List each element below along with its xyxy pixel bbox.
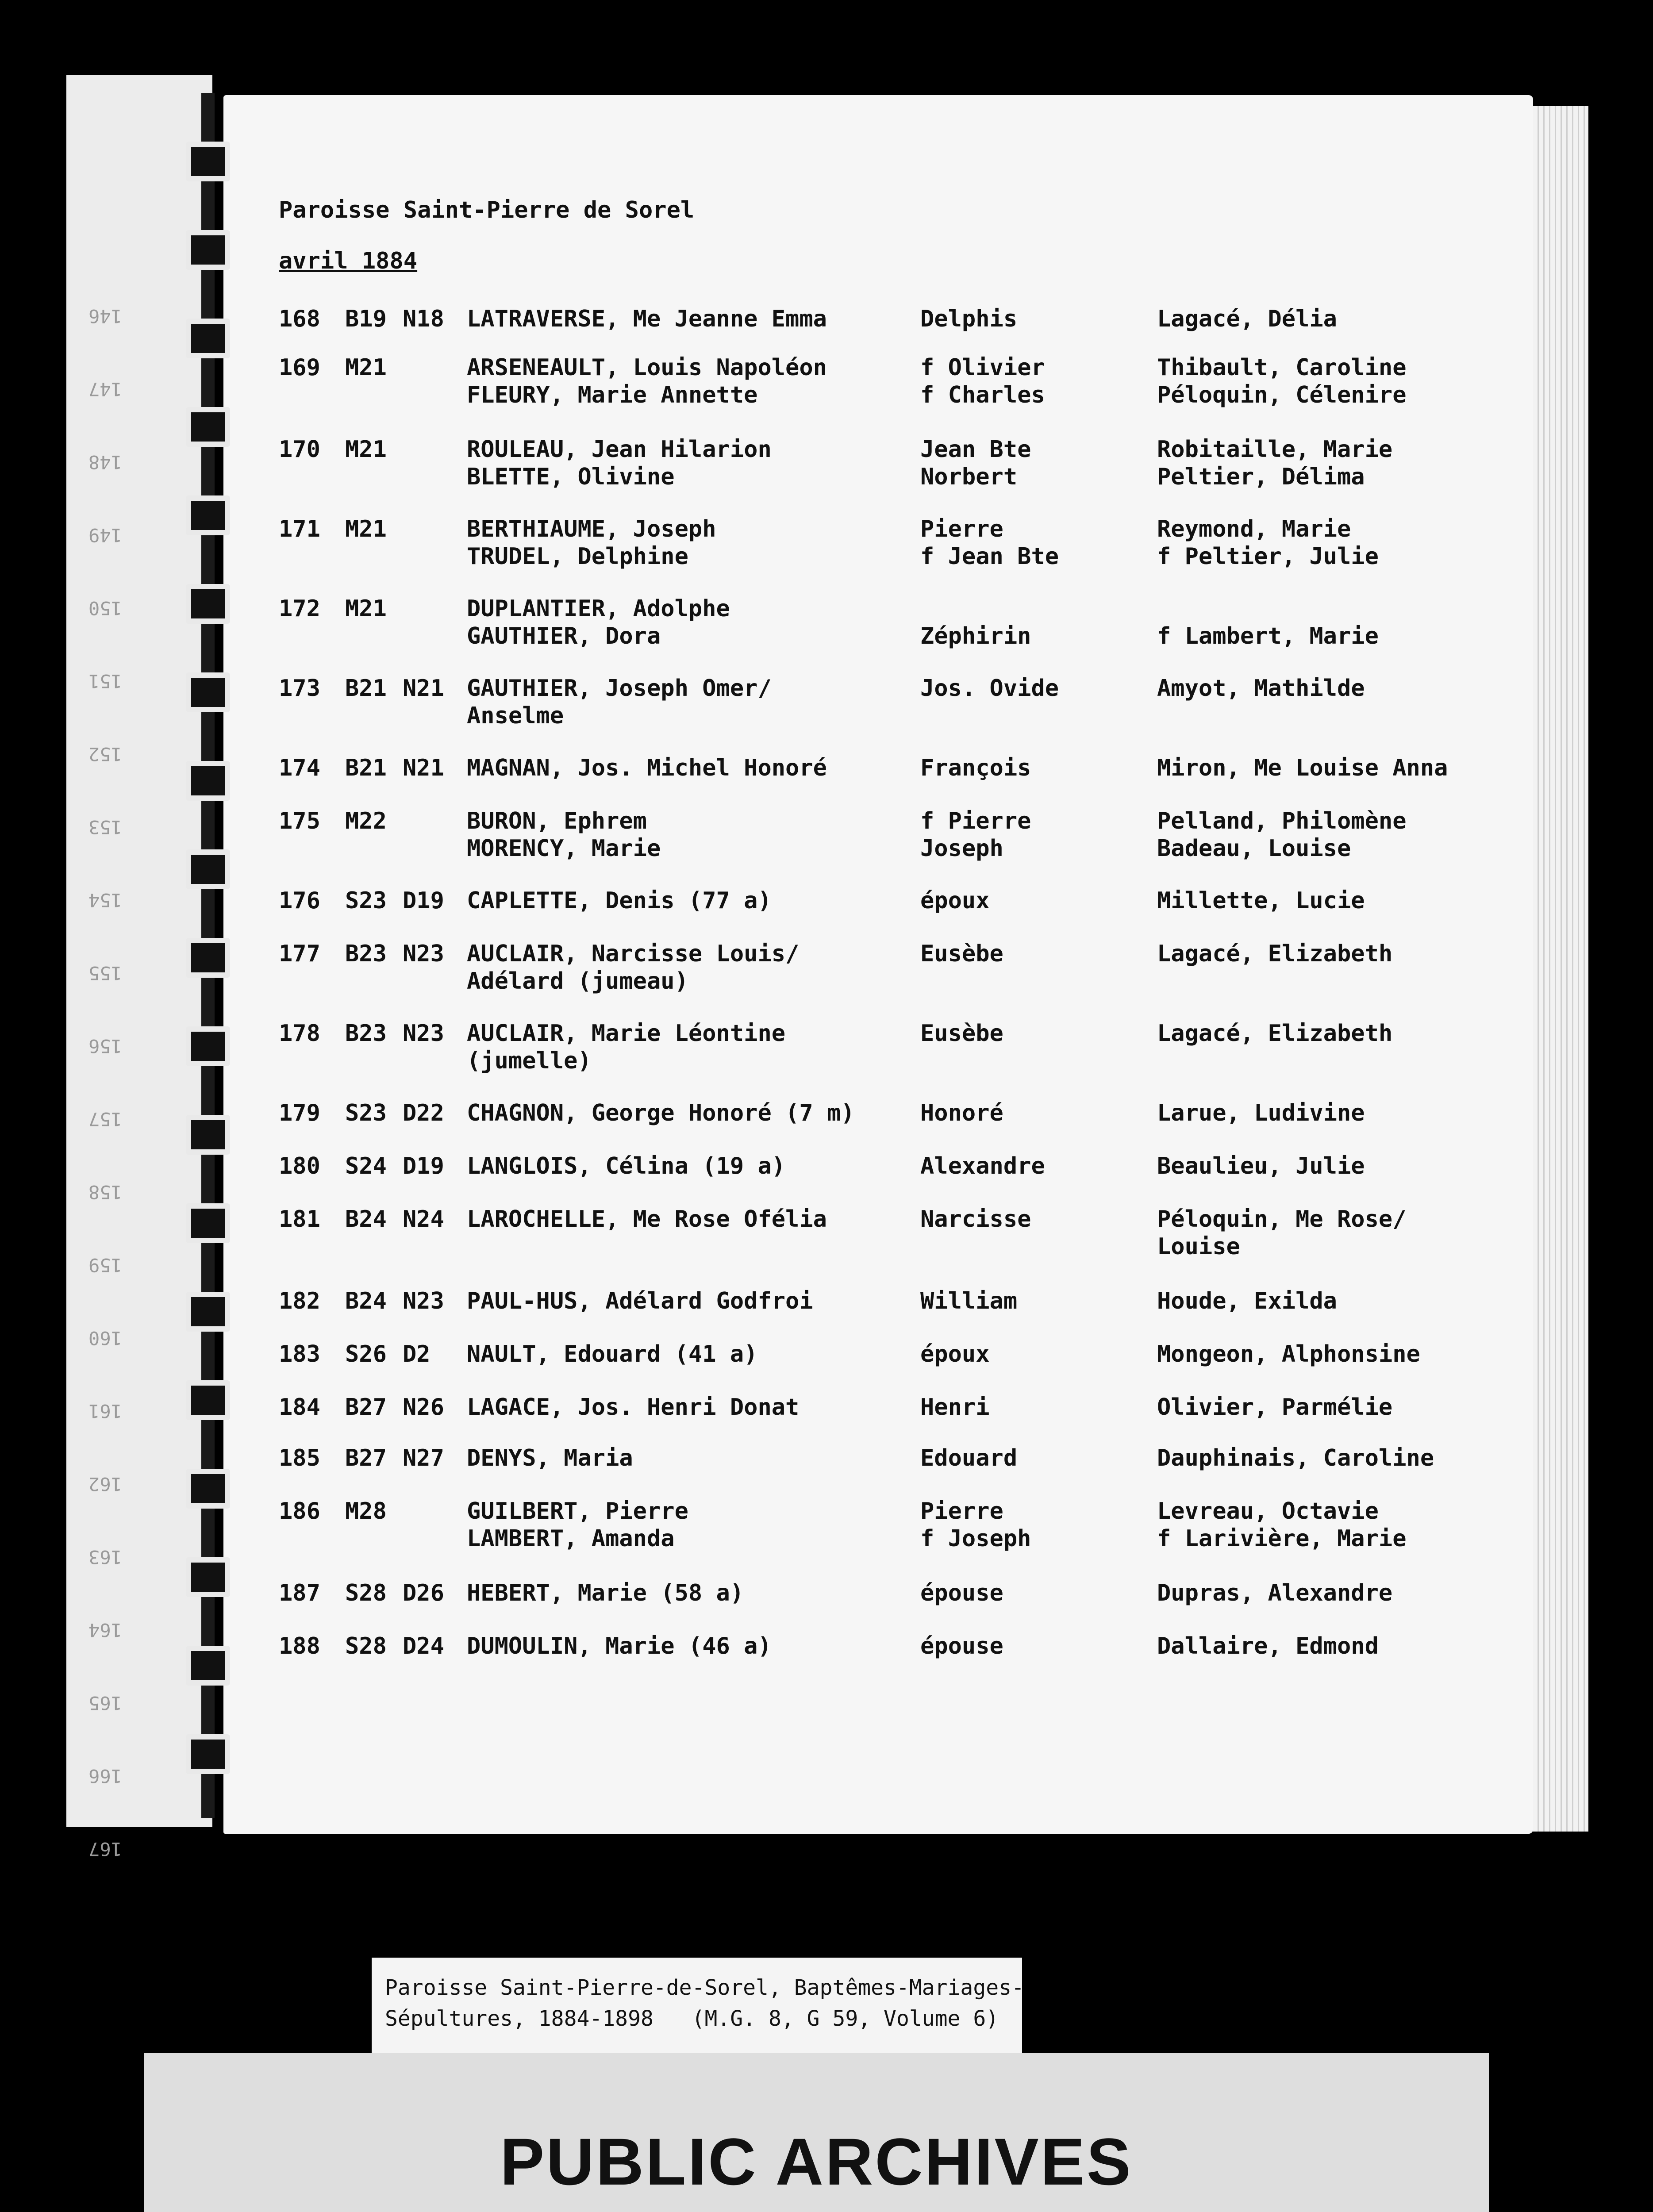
person-name: BERTHIAUME, Joseph TRUDEL, Delphine (467, 516, 716, 570)
public-archives-panel (144, 2053, 1489, 2212)
entry-number: 170 (279, 436, 320, 463)
father-name: Zéphirin (920, 623, 1031, 649)
bleed-number: 160 (88, 1327, 122, 1349)
person-name: MAGNAN, Jos. Michel Honoré (467, 755, 827, 781)
binding-ring (186, 1292, 230, 1332)
act-code: B27 (345, 1394, 387, 1421)
entry-number: 183 (279, 1341, 320, 1367)
entry-number: 168 (279, 306, 320, 332)
act-code: M21 (345, 595, 387, 622)
person-name: BURON, Ephrem MORENCY, Marie (467, 808, 661, 862)
event-date-code: N24 (403, 1206, 444, 1233)
person-name: ARSENEAULT, Louis Napoléon FLEURY, Marie Annette (467, 354, 827, 408)
entry-number: 186 (279, 1498, 320, 1525)
act-code: M21 (345, 354, 387, 381)
entry-number: 173 (279, 675, 320, 702)
person-name: LAGACE, Jos. Henri Donat (467, 1394, 800, 1421)
binding-ring (186, 142, 230, 181)
binding-ring (186, 1646, 230, 1686)
entry-number: 185 (279, 1445, 320, 1471)
person-name: PAUL-HUS, Adélard Godfroi (467, 1288, 813, 1314)
act-code: M21 (345, 436, 387, 463)
father-name: épouse (920, 1580, 1003, 1606)
entry-number: 182 (279, 1288, 320, 1314)
act-code: S28 (345, 1633, 387, 1659)
father-name: Edouard (920, 1445, 1018, 1471)
binding-ring (186, 1380, 230, 1420)
bleed-number: 167 (88, 1838, 122, 1860)
bleed-number: 154 (88, 889, 122, 911)
event-date-code: N23 (403, 941, 444, 967)
mother-name: Lagacé, Délia (1157, 306, 1337, 332)
event-date-code: D24 (403, 1633, 444, 1659)
entry-number: 172 (279, 595, 320, 622)
father-name: époux (920, 1341, 990, 1367)
act-code: S23 (345, 887, 387, 914)
entry-number: 187 (279, 1580, 320, 1606)
father-name: Narcisse (920, 1206, 1031, 1233)
bleed-number: 159 (88, 1254, 122, 1276)
bleed-number: 147 (88, 378, 122, 400)
binding-ring (186, 1734, 230, 1774)
mother-name: Miron, Me Louise Anna (1157, 755, 1448, 781)
bleed-number: 163 (88, 1546, 122, 1568)
person-name: CHAGNON, George Honoré (7 m) (467, 1100, 855, 1126)
bleed-number: 146 (88, 305, 122, 327)
entry-number: 175 (279, 808, 320, 834)
bleed-number: 158 (88, 1181, 122, 1203)
act-code: M28 (345, 1498, 387, 1525)
mother-name: f Lambert, Marie (1157, 623, 1379, 649)
act-code: M22 (345, 808, 387, 834)
event-date-code: D19 (403, 1153, 444, 1179)
father-name: Pierre f Joseph (920, 1498, 1031, 1552)
father-name: f Olivier f Charles (920, 354, 1045, 408)
bleed-number: 149 (88, 524, 122, 546)
entry-number: 169 (279, 354, 320, 381)
act-code: B21 (345, 755, 387, 781)
act-code: B23 (345, 1020, 387, 1047)
father-name: Honoré (920, 1100, 1003, 1126)
mother-name: Péloquin, Me Rose/ Louise (1157, 1206, 1407, 1260)
label-line-2: Sépultures, 1884-1898 (M.G. 8, G 59, Volume 6) (385, 2006, 999, 2031)
microfilm-label (372, 1958, 1022, 2068)
act-code: B24 (345, 1288, 387, 1314)
event-date-code: N26 (403, 1394, 444, 1421)
act-code: S24 (345, 1153, 387, 1179)
act-code: B19 (345, 306, 387, 332)
binding-ring (186, 1557, 230, 1597)
event-date-code: D2 (403, 1341, 431, 1367)
father-name: époux (920, 887, 990, 914)
father-name: Eusèbe (920, 1020, 1003, 1047)
mother-name: Olivier, Parmélie (1157, 1394, 1393, 1421)
entry-number: 171 (279, 516, 320, 542)
binding-ring (186, 584, 230, 624)
father-name: épouse (920, 1633, 1003, 1659)
person-name: LANGLOIS, Célina (19 a) (467, 1153, 786, 1179)
event-date-code: N27 (403, 1445, 444, 1471)
father-name: Jean Bte Norbert (920, 436, 1031, 490)
event-date-code: N21 (403, 755, 444, 781)
person-name: GUILBERT, Pierre LAMBERT, Amanda (467, 1498, 688, 1552)
mother-name: Reymond, Marie f Peltier, Julie (1157, 516, 1379, 570)
bleed-number: 153 (88, 816, 122, 838)
bleed-number: 152 (88, 743, 122, 765)
mother-name: Houde, Exilda (1157, 1288, 1337, 1314)
event-date-code: D22 (403, 1100, 444, 1126)
binding-ring (186, 1469, 230, 1509)
person-name: NAULT, Edouard (41 a) (467, 1341, 758, 1367)
mother-name: Levreau, Octavie f Larivière, Marie (1157, 1498, 1407, 1552)
father-name: William (920, 1288, 1018, 1314)
person-name: DUMOULIN, Marie (46 a) (467, 1633, 772, 1659)
person-name: HEBERT, Marie (58 a) (467, 1580, 744, 1606)
month-heading: avril 1884 (279, 248, 418, 274)
person-name: ROULEAU, Jean Hilarion BLETTE, Olivine (467, 436, 772, 490)
entry-number: 176 (279, 887, 320, 914)
entry-number: 181 (279, 1206, 320, 1233)
act-code: B24 (345, 1206, 387, 1233)
mother-name: Thibault, Caroline Péloquin, Célenire (1157, 354, 1407, 408)
entry-number: 188 (279, 1633, 320, 1659)
person-name: LAROCHELLE, Me Rose Ofélia (467, 1206, 827, 1233)
act-code: S28 (345, 1580, 387, 1606)
bleed-number: 162 (88, 1473, 122, 1495)
event-date-code: N23 (403, 1020, 444, 1047)
mother-name: Amyot, Mathilde (1157, 675, 1365, 702)
entry-number: 184 (279, 1394, 320, 1421)
mother-name: Pelland, Philomène Badeau, Louise (1157, 808, 1407, 862)
event-date-code: N21 (403, 675, 444, 702)
event-date-code: N18 (403, 306, 444, 332)
binding-ring (186, 761, 230, 801)
act-code: B27 (345, 1445, 387, 1471)
person-name: AUCLAIR, Marie Léontine (jumelle) (467, 1020, 786, 1074)
binding-ring (186, 1203, 230, 1243)
bleed-number: 164 (88, 1619, 122, 1641)
mother-name: Mongeon, Alphonsine (1157, 1341, 1420, 1367)
mother-name: Robitaille, Marie Peltier, Délima (1157, 436, 1393, 490)
act-code: B23 (345, 941, 387, 967)
person-name: LATRAVERSE, Me Jeanne Emma (467, 306, 827, 332)
bleed-number: 161 (88, 1400, 122, 1422)
act-code: M21 (345, 516, 387, 542)
bleed-number: 148 (88, 451, 122, 473)
event-date-code: N23 (403, 1288, 444, 1314)
person-name: DENYS, Maria (467, 1445, 633, 1471)
binding-ring (186, 230, 230, 270)
binding-ring (186, 938, 230, 978)
mother-name: Millette, Lucie (1157, 887, 1365, 914)
father-name: Eusèbe (920, 941, 1003, 967)
mother-name: Lagacé, Elizabeth (1157, 941, 1393, 967)
binding-ring (186, 407, 230, 447)
binding-ring (186, 849, 230, 889)
father-name: Alexandre (920, 1153, 1045, 1179)
bleed-number: 165 (88, 1692, 122, 1714)
entry-number: 177 (279, 941, 320, 967)
event-date-code: D26 (403, 1580, 444, 1606)
father-name: François (920, 755, 1031, 781)
person-name: GAUTHIER, Joseph Omer/ Anselme (467, 675, 772, 729)
parish-heading: Paroisse Saint-Pierre de Sorel (279, 197, 695, 223)
bleed-number: 155 (88, 962, 122, 984)
event-date-code: D19 (403, 887, 444, 914)
mother-name: Lagacé, Elizabeth (1157, 1020, 1393, 1047)
father-name: Delphis (920, 306, 1018, 332)
binding-ring (186, 672, 230, 712)
binding-ring (186, 1115, 230, 1155)
person-name: CAPLETTE, Denis (77 a) (467, 887, 772, 914)
binding-ring (186, 495, 230, 535)
father-name: Pierre f Jean Bte (920, 516, 1059, 570)
binding-ring (186, 319, 230, 358)
archives-title-english: PUBLIC ARCHIVES (500, 2124, 1133, 2199)
bleed-number: 157 (88, 1108, 122, 1130)
person-name: DUPLANTIER, Adolphe GAUTHIER, Dora (467, 595, 730, 649)
father-name: Jos. Ovide (920, 675, 1059, 702)
binding-ring (186, 1026, 230, 1066)
mother-name: Beaulieu, Julie (1157, 1153, 1365, 1179)
entry-number: 178 (279, 1020, 320, 1047)
act-code: S26 (345, 1341, 387, 1367)
mother-name: Larue, Ludivine (1157, 1100, 1365, 1126)
act-code: S23 (345, 1100, 387, 1126)
mother-name: Dallaire, Edmond (1157, 1633, 1379, 1659)
act-code: B21 (345, 675, 387, 702)
label-line-1: Paroisse Saint-Pierre-de-Sorel, Baptêmes-Mariages- (385, 1975, 1024, 2000)
bleed-number: 156 (88, 1035, 122, 1057)
mother-name: Dauphinais, Caroline (1157, 1445, 1434, 1471)
entry-number: 179 (279, 1100, 320, 1126)
bleed-number: 151 (88, 670, 122, 692)
entry-number: 180 (279, 1153, 320, 1179)
mother-name: Dupras, Alexandre (1157, 1580, 1393, 1606)
entry-number: 174 (279, 755, 320, 781)
bleed-number: 150 (88, 597, 122, 619)
father-name: f Pierre Joseph (920, 808, 1031, 862)
bleed-number: 166 (88, 1765, 122, 1787)
person-name: AUCLAIR, Narcisse Louis/ Adélard (jumeau) (467, 941, 800, 995)
father-name: Henri (920, 1394, 990, 1421)
